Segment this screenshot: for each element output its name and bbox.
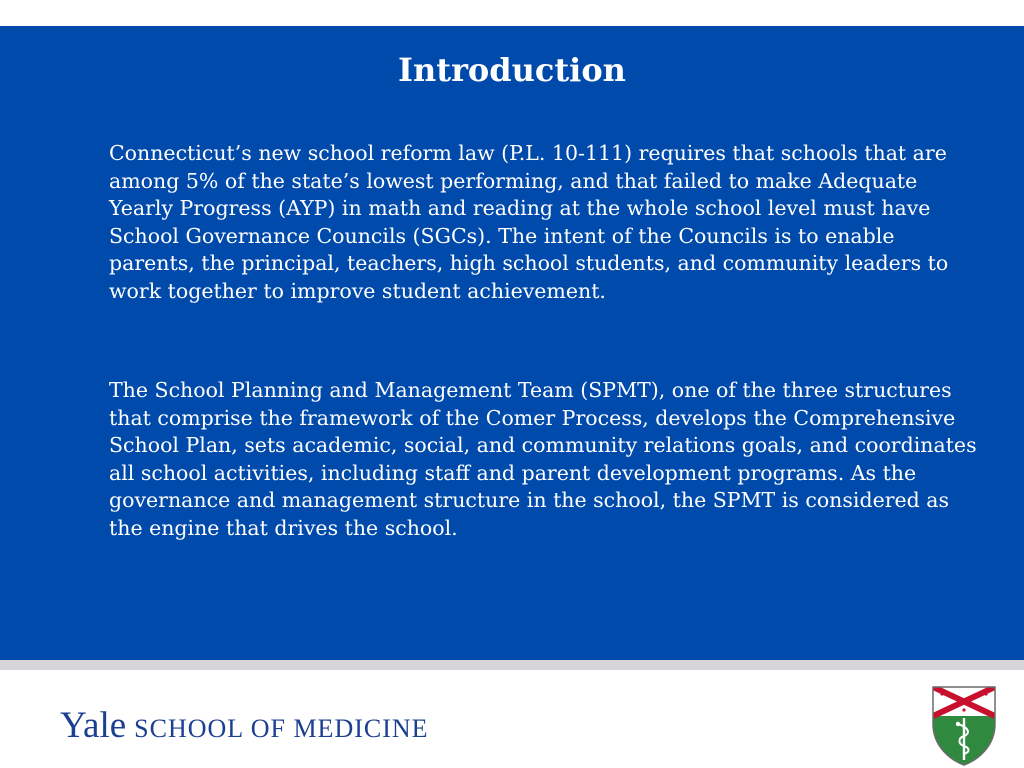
slide-title: Introduction [398,51,626,89]
footer-divider [0,660,1024,670]
intro-paragraph-2: The School Planning and Management Team (SPMT), one of the three structures that comprise the framework of the Comer Process, develops the Comprehensive School Plan, sets academic, social, and community relations goals, and coordinates all school activities, including staff and parent development programs. As the governance and management structure in the school, the SPMT is considered as the engine that drives the school. [109,378,977,540]
content-panel [0,26,1024,660]
yale-medicine-shield-icon [930,684,998,768]
logo-yale-text: Yale [60,705,127,746]
yale-medicine-logo [60,706,429,753]
intro-paragraph-1: Connecticut’s new school reform law (P.L. 10-111) requires that schools that are among 5% of the state’s lowest performing, and that failed to make Adequate Yearly Progress (AYP) in math and reading at the whole school level must have School Governance Councils (SGCs). The intent of the Councils is to enable parents, the principal, teachers, high school students, and community leaders to work together to improve student achievement. [109,141,949,303]
logo-school-text: SCHOOL OF MEDICINE [134,714,429,743]
